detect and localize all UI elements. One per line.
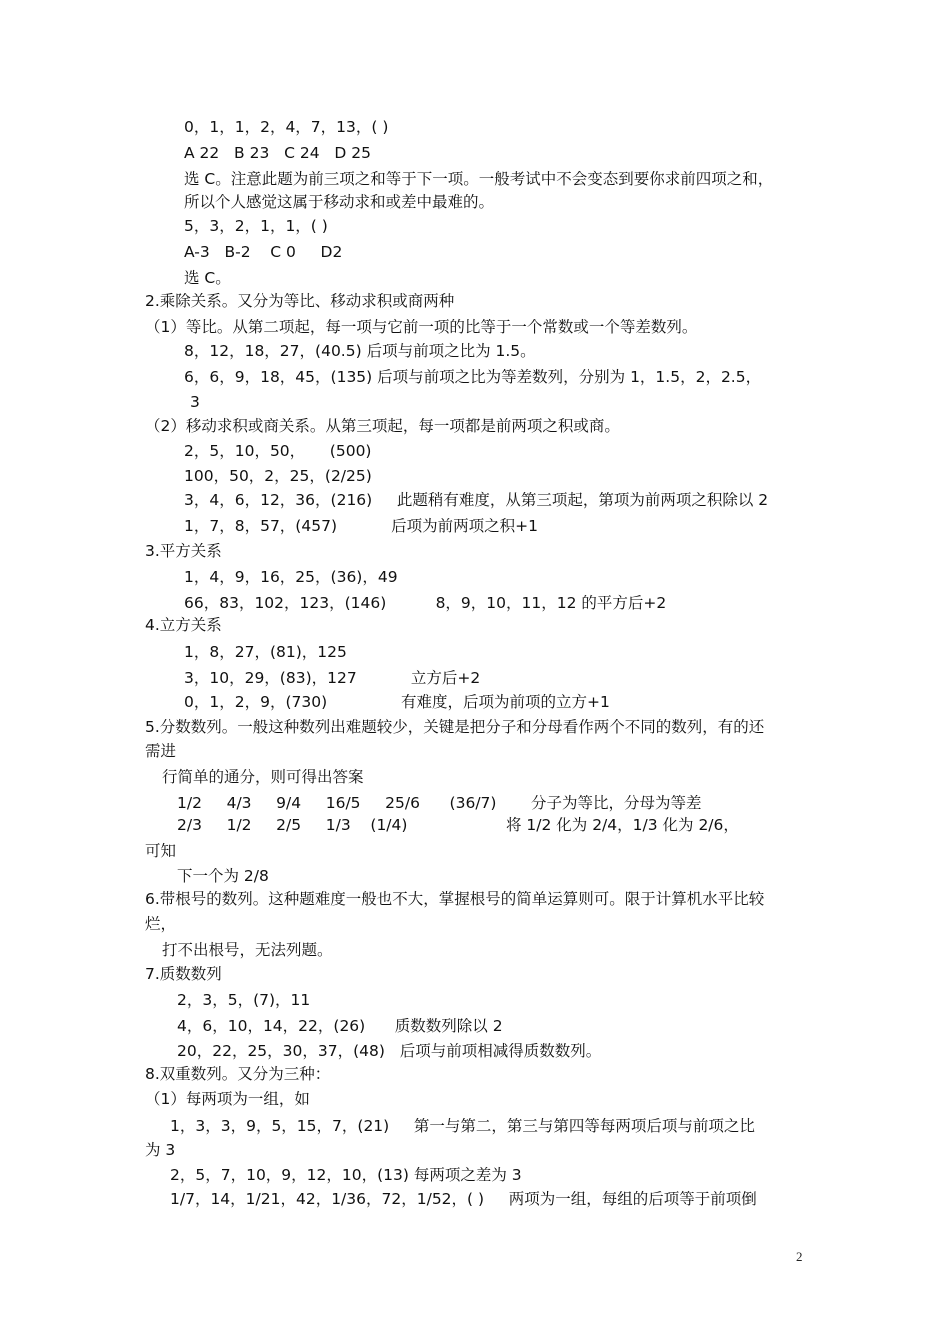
text-line: 1，4，9，16，25，(36)，49 (184, 568, 398, 586)
text-line: 1，7，8，57，(457) 后项为前两项之积+1 (184, 517, 539, 535)
text-line: 1，3，3，9，5，15，7，(21) 第一与第二，第三与第四等每两项后项与前项之比 (170, 1117, 755, 1135)
text-line: 烂， (145, 915, 177, 933)
text-line: 3 (190, 393, 200, 411)
text-line: A 22 B 23 C 24 D 25 (184, 144, 371, 162)
text-line: 4，6，10，14，22，(26) 质数数列除以 2 (177, 1017, 503, 1035)
section-heading: 4.立方关系 (145, 616, 222, 634)
text-line: 2，3，5，(7)，11 (177, 991, 311, 1009)
text-line: 2，5，10，50， (500) (184, 442, 372, 460)
text-line: 下一个为 2/8 (177, 867, 269, 885)
text-line: 2，5，7，10，9，12，10，(13) 每两项之差为 3 (170, 1166, 522, 1184)
page-number: 2 (796, 1249, 803, 1264)
text-line: 3，10，29，(83)，127 立方后+2 (184, 669, 481, 687)
section-heading: 6.带根号的数列。这种题难度一般也不大，掌握根号的简单运算则可。限于计算机水平比较 (145, 890, 765, 908)
section-heading: 5.分数数列。一般这种数列出难题较少，关键是把分子和分母看作两个不同的数列，有的还 (145, 718, 765, 736)
text-line: 5，3，2，1，1，( ) (184, 217, 328, 235)
text-line: A-3 B-2 C 0 D2 (184, 243, 343, 261)
text-line: 100，50，2，25，(2/25) (184, 467, 372, 485)
text-line: 6，6，9，18，45，(135) 后项与前项之比为等差数列，分别为 1，1.5，2，2.5， (184, 368, 762, 386)
text-line: 为 3 (145, 1141, 176, 1159)
text-line: 选 C。注意此题为前三项之和等于下一项。一般考试中不会变态到要你求前四项之和， (184, 170, 774, 188)
text-line: 1/2 4/3 9/4 16/5 25/6 (36/7) 分子为等比，分母为等差 (177, 794, 702, 812)
section-heading: 3.平方关系 (145, 542, 222, 560)
section-heading: 7.质数数列 (145, 965, 222, 983)
text-line: 8，12，18，27，(40.5) 后项与前项之比为 1.5。 (184, 342, 536, 360)
text-line: 20，22，25，30，37，(48) 后项与前项相减得质数数列。 (177, 1042, 602, 1060)
text-line: 1/7，14，1/21，42，1/36，72，1/52，( ) 两项为一组，每组的后项等于前项倒 (170, 1190, 757, 1208)
text-line: 0，1，2，9，(730) 有难度，后项为前项的立方+1 (184, 693, 610, 711)
subsection-heading: （1）每两项为一组，如 (145, 1090, 310, 1108)
text-line: 66，83，102，123，(146) 8，9，10，11，12 的平方后+2 (184, 594, 667, 612)
text-line: 2/3 1/2 2/5 1/3 (1/4) 将 1/2 化为 2/4，1/3 化为 2/6， (177, 816, 739, 834)
text-line: 1，8，27，(81)，125 (184, 643, 347, 661)
text-line: 可知 (145, 842, 177, 860)
section-heading: 8.双重数列。又分为三种： (145, 1065, 331, 1083)
text-line: 0，1，1，2，4，7，13，( ) (184, 118, 389, 136)
subsection-heading: （2）移动求积或商关系。从第三项起，每一项都是前两项之积或商。 (145, 417, 620, 435)
subsection-heading: （1）等比。从第二项起，每一项与它前一项的比等于一个常数或一个等差数列。 (145, 318, 698, 336)
section-heading: 2.乘除关系。又分为等比、移动求积或商两种 (145, 292, 455, 310)
text-line: 3，4，6，12，36，(216) 此题稍有难度，从第三项起，第项为前两项之积除以 2 (184, 491, 769, 509)
text-line: 需进 (145, 742, 177, 760)
text-line: 选 C。 (184, 269, 231, 287)
text-line: 打不出根号，无法列题。 (162, 941, 333, 959)
text-line: 行简单的通分，则可得出答案 (162, 768, 364, 786)
text-line: 所以个人感觉这属于移动求和或差中最难的。 (184, 193, 495, 211)
